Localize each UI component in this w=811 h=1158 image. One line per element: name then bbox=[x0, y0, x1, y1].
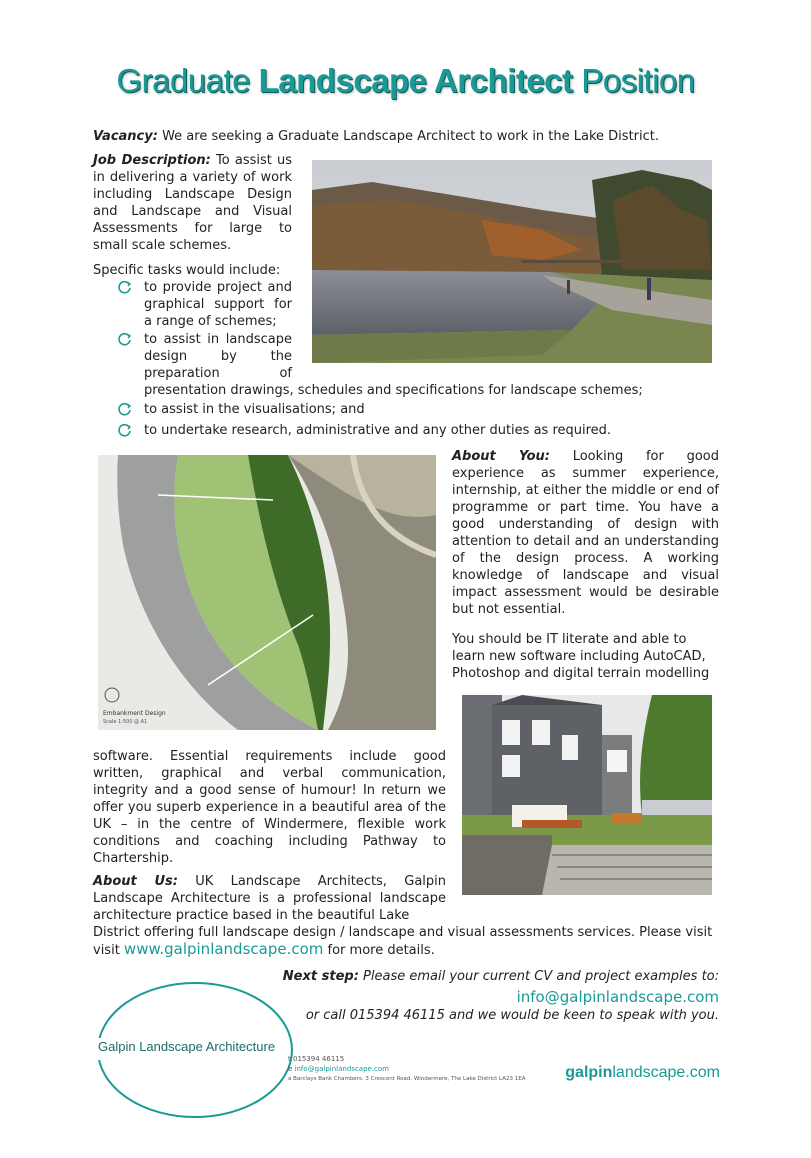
visit-prefix: visit bbox=[93, 943, 124, 958]
about-you-para3: software. Essential requirements include good written, graphical and verbal communication, integrity and a good sense of humour! In return we offer you superb experience in a beautiful area of the UK – in the centre of Windermere, flexible work conditions and coaching including Pathway to Chartership. bbox=[93, 749, 446, 866]
footer-website[interactable]: galpinlandscape.com bbox=[565, 1064, 720, 1081]
footer-email-row: e info@galpinlandscape.com bbox=[288, 1065, 390, 1073]
list-item: to assist in the visualisations; and bbox=[118, 401, 638, 418]
plan-scale: Scale 1:500 @ A1 bbox=[103, 719, 148, 725]
list-item: to undertake research, administrative and any other duties as required. bbox=[118, 422, 658, 439]
building-illustration bbox=[462, 695, 712, 895]
about-us: About Us: UK Landscape Architects, Galpin Landscape Architecture is a professional landscape architecture practice based in the beautiful Lake bbox=[93, 874, 447, 923]
logo-text: Galpin Landscape Architecture bbox=[98, 1039, 276, 1054]
email-link[interactable]: info@galpinlandscape.com bbox=[516, 988, 719, 1006]
about-you-para2: You should be IT literate and able to learn new software including AutoCAD, Photoshop and digital terrain modelling bbox=[452, 632, 710, 681]
circle-arrow-icon bbox=[118, 423, 132, 437]
call-line: or call 015394 46115 and we would be keen to speak with you. bbox=[305, 1008, 719, 1023]
about-us-link-line: visit www.galpinlandscape.com for more details. bbox=[93, 940, 435, 958]
about-you: About You: Looking for good experience as summer experience, internship, at either the middle or end of programme or part time. You have a good understanding of design with attention to detail and an understanding of the design process. A working knowledge of landscape and visual impact assessment would be desirable but not essential. bbox=[452, 449, 719, 617]
lake-photo bbox=[312, 160, 712, 363]
footer-phone-row: t 015394 46115 bbox=[288, 1055, 345, 1063]
website-link[interactable]: www.galpinlandscape.com bbox=[123, 940, 324, 958]
lake-illustration bbox=[312, 160, 712, 363]
tasks-intro: Specific tasks would include: bbox=[93, 263, 281, 278]
list-item: to provide project and graphical support for a range of schemes; bbox=[118, 279, 292, 331]
embankment-plan bbox=[98, 455, 436, 730]
building-photo bbox=[462, 695, 712, 895]
circle-arrow-icon bbox=[118, 402, 132, 416]
circle-arrow-icon bbox=[118, 280, 132, 294]
next-step: Next step: Please email your current CV and project examples to: bbox=[282, 969, 719, 984]
plan-illustration bbox=[98, 455, 436, 730]
footer-address-row: a Barclays Bank Chambers, 3 Crescent Road, Windermere, The Lake District LA23 1EA bbox=[288, 1076, 526, 1082]
vacancy-line: Vacancy: We are seeking a Graduate Landscape Architect to work in the Lake District. bbox=[93, 129, 659, 144]
circle-arrow-icon bbox=[118, 332, 132, 346]
galpin-logo bbox=[95, 980, 305, 1120]
about-us-cont: District offering full landscape design / landscape and visual assessments services. Please visit bbox=[93, 925, 713, 940]
list-item: to assist in landscape design by the preparation of bbox=[118, 331, 292, 383]
footer-contact bbox=[288, 1054, 568, 1084]
list-item-continuation: presentation drawings, schedules and specifications for landscape schemes; bbox=[144, 383, 643, 398]
job-description: Job Description: To assist us in delivering a variety of work including Landscape Design and Landscape and Visual Assessments for large to small scale schemes. bbox=[93, 153, 292, 253]
plan-caption: Embankment Design bbox=[103, 710, 166, 717]
page-title: Graduate Landscape Architect Position bbox=[116, 62, 695, 99]
